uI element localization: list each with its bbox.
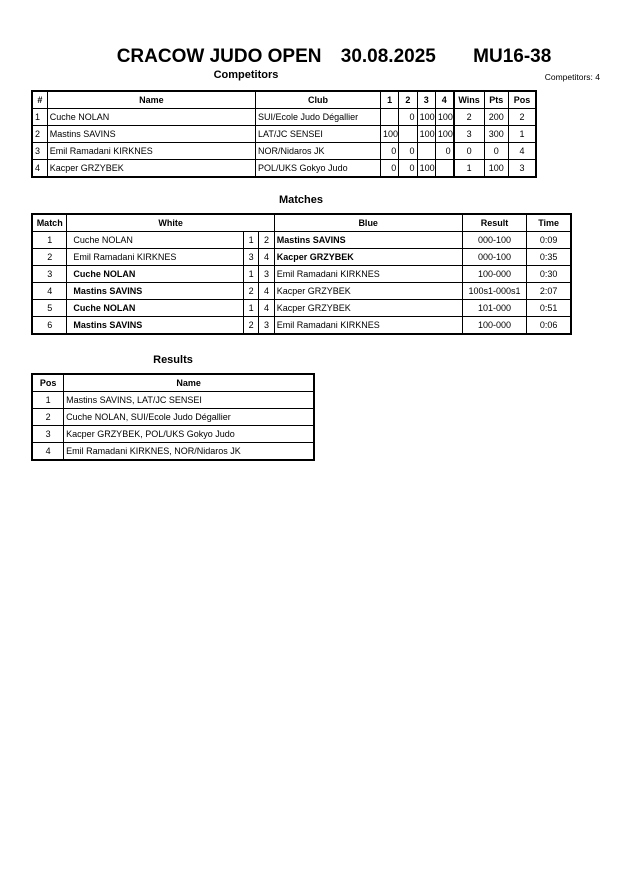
result-row — [32, 443, 314, 461]
event-date: 30.08.2025 — [340, 46, 436, 67]
match-number: 3 — [32, 266, 67, 283]
match-row — [32, 317, 571, 335]
col-club: Club — [256, 91, 381, 109]
competitor-score-1: 0 — [381, 143, 399, 160]
blue-competitor: Kacper GRZYBEK — [274, 300, 462, 317]
competitor-score-3: 100 — [417, 109, 435, 126]
white-index: 2 — [243, 317, 258, 335]
competitor-club: LAT/JC SENSEI — [256, 126, 381, 143]
match-row — [32, 249, 571, 266]
competitor-score-4 — [435, 160, 453, 178]
page-title — [0, 46, 630, 68]
results-heading: Results — [153, 354, 193, 366]
match-result: 000-100 — [462, 232, 527, 249]
competitor-row — [32, 160, 536, 178]
competitor-number: 3 — [32, 143, 47, 160]
match-time: 0:30 — [527, 266, 571, 283]
competitor-number: 4 — [32, 160, 47, 178]
competitor-pos: 2 — [508, 109, 536, 126]
white-index: 2 — [243, 283, 258, 300]
competitor-row — [32, 126, 536, 143]
competitor-club: POL/UKS Gokyo Judo — [256, 160, 381, 178]
competitor-number: 2 — [32, 126, 47, 143]
white-index: 3 — [243, 249, 258, 266]
col-score-3: 3 — [417, 91, 435, 109]
competitor-name: Mastins SAVINS — [47, 126, 255, 143]
match-number: 1 — [32, 232, 67, 249]
col-number: # — [32, 91, 47, 109]
competitor-score-3: 100 — [417, 126, 435, 143]
competitors-heading: Competitors — [213, 69, 279, 81]
match-result: 100-000 — [462, 317, 527, 335]
competitors-table — [31, 90, 537, 178]
result-name: Kacper GRZYBEK, POL/UKS Gokyo Judo — [64, 426, 314, 443]
white-competitor: Mastins SAVINS — [67, 283, 244, 300]
blue-index: 4 — [259, 249, 274, 266]
competitor-name: Emil Ramadani KIRKNES — [47, 143, 255, 160]
blue-index: 2 — [259, 232, 274, 249]
white-index: 1 — [243, 300, 258, 317]
blue-index: 4 — [259, 300, 274, 317]
match-row — [32, 300, 571, 317]
blue-competitor: Emil Ramadani KIRKNES — [274, 317, 462, 335]
col-white: White — [67, 214, 274, 232]
match-number: 4 — [32, 283, 67, 300]
competitor-score-2 — [399, 126, 417, 143]
match-time: 0:06 — [527, 317, 571, 335]
col-pts: Pts — [484, 91, 508, 109]
result-row — [32, 392, 314, 409]
competitor-pts: 200 — [484, 109, 508, 126]
blue-index: 3 — [259, 317, 274, 335]
competitor-row — [32, 143, 536, 160]
event-name: CRACOW JUDO OPEN — [116, 46, 322, 67]
competitor-pts: 100 — [484, 160, 508, 178]
match-time: 0:51 — [527, 300, 571, 317]
competitor-score-3 — [417, 143, 435, 160]
col-score-4: 4 — [435, 91, 453, 109]
white-competitor: Cuche NOLAN — [67, 232, 244, 249]
col-pos: Pos — [508, 91, 536, 109]
competitors-header-row — [32, 91, 536, 109]
competitor-score-3: 100 — [417, 160, 435, 178]
col-blue: Blue — [274, 214, 462, 232]
col-match: Match — [32, 214, 67, 232]
match-number: 6 — [32, 317, 67, 335]
competitor-wins: 2 — [454, 109, 484, 126]
competitor-pos: 4 — [508, 143, 536, 160]
matches-table — [31, 213, 572, 335]
result-pos: 4 — [32, 443, 64, 461]
competitor-pts: 0 — [484, 143, 508, 160]
blue-index: 3 — [259, 266, 274, 283]
result-name: Cuche NOLAN, SUI/Ecole Judo Dégallier — [64, 409, 314, 426]
results-header-row — [32, 374, 314, 392]
result-pos: 3 — [32, 426, 64, 443]
competitor-score-4: 0 — [435, 143, 453, 160]
white-index: 1 — [243, 266, 258, 283]
col-score-1: 1 — [381, 91, 399, 109]
result-name: Mastins SAVINS, LAT/JC SENSEI — [64, 392, 314, 409]
match-result: 101-000 — [462, 300, 527, 317]
white-competitor: Mastins SAVINS — [67, 317, 244, 335]
competitor-score-2: 0 — [399, 143, 417, 160]
competitor-wins: 3 — [454, 126, 484, 143]
white-competitor: Cuche NOLAN — [67, 300, 244, 317]
match-time: 0:09 — [527, 232, 571, 249]
match-result: 000-100 — [462, 249, 527, 266]
match-row — [32, 232, 571, 249]
competitor-pos: 3 — [508, 160, 536, 178]
matches-heading: Matches — [278, 194, 324, 206]
col-score-2: 2 — [399, 91, 417, 109]
competitor-score-4: 100 — [435, 126, 453, 143]
competitor-wins: 0 — [454, 143, 484, 160]
competitor-name: Kacper GRZYBEK — [47, 160, 255, 178]
match-result: 100s1-000s1 — [462, 283, 527, 300]
col-name: Name — [47, 91, 255, 109]
result-pos: 1 — [32, 392, 64, 409]
competitor-score-1: 100 — [381, 126, 399, 143]
match-number: 2 — [32, 249, 67, 266]
competitor-score-4: 100 — [435, 109, 453, 126]
blue-competitor: Kacper GRZYBEK — [274, 283, 462, 300]
matches-header-row — [32, 214, 571, 232]
competitor-pts: 300 — [484, 126, 508, 143]
competitor-row — [32, 109, 536, 126]
result-row — [32, 409, 314, 426]
event-category: MU16-38 — [473, 46, 552, 67]
results-table — [31, 373, 315, 461]
white-competitor: Cuche NOLAN — [67, 266, 244, 283]
col-result-pos: Pos — [32, 374, 64, 392]
result-name: Emil Ramadani KIRKNES, NOR/Nidaros JK — [64, 443, 314, 461]
competitor-score-2: 0 — [399, 160, 417, 178]
competitors-count: Competitors: 4 — [544, 72, 600, 82]
competitor-score-1: 0 — [381, 160, 399, 178]
result-row — [32, 426, 314, 443]
match-time: 2:07 — [527, 283, 571, 300]
competitor-pos: 1 — [508, 126, 536, 143]
match-result: 100-000 — [462, 266, 527, 283]
blue-competitor: Emil Ramadani KIRKNES — [274, 266, 462, 283]
white-index: 1 — [243, 232, 258, 249]
match-row — [32, 283, 571, 300]
competitor-wins: 1 — [454, 160, 484, 178]
blue-competitor: Mastins SAVINS — [274, 232, 462, 249]
col-wins: Wins — [454, 91, 484, 109]
col-time: Time — [527, 214, 571, 232]
match-time: 0:35 — [527, 249, 571, 266]
competitor-number: 1 — [32, 109, 47, 126]
col-result: Result — [462, 214, 527, 232]
white-competitor: Emil Ramadani KIRKNES — [67, 249, 244, 266]
match-row — [32, 266, 571, 283]
col-result-name: Name — [64, 374, 314, 392]
competitor-score-1 — [381, 109, 399, 126]
blue-competitor: Kacper GRZYBEK — [274, 249, 462, 266]
match-number: 5 — [32, 300, 67, 317]
competitor-club: SUI/Ecole Judo Dégallier — [256, 109, 381, 126]
competitor-club: NOR/Nidaros JK — [256, 143, 381, 160]
competitor-name: Cuche NOLAN — [47, 109, 255, 126]
blue-index: 4 — [259, 283, 274, 300]
competitor-score-2: 0 — [399, 109, 417, 126]
result-pos: 2 — [32, 409, 64, 426]
